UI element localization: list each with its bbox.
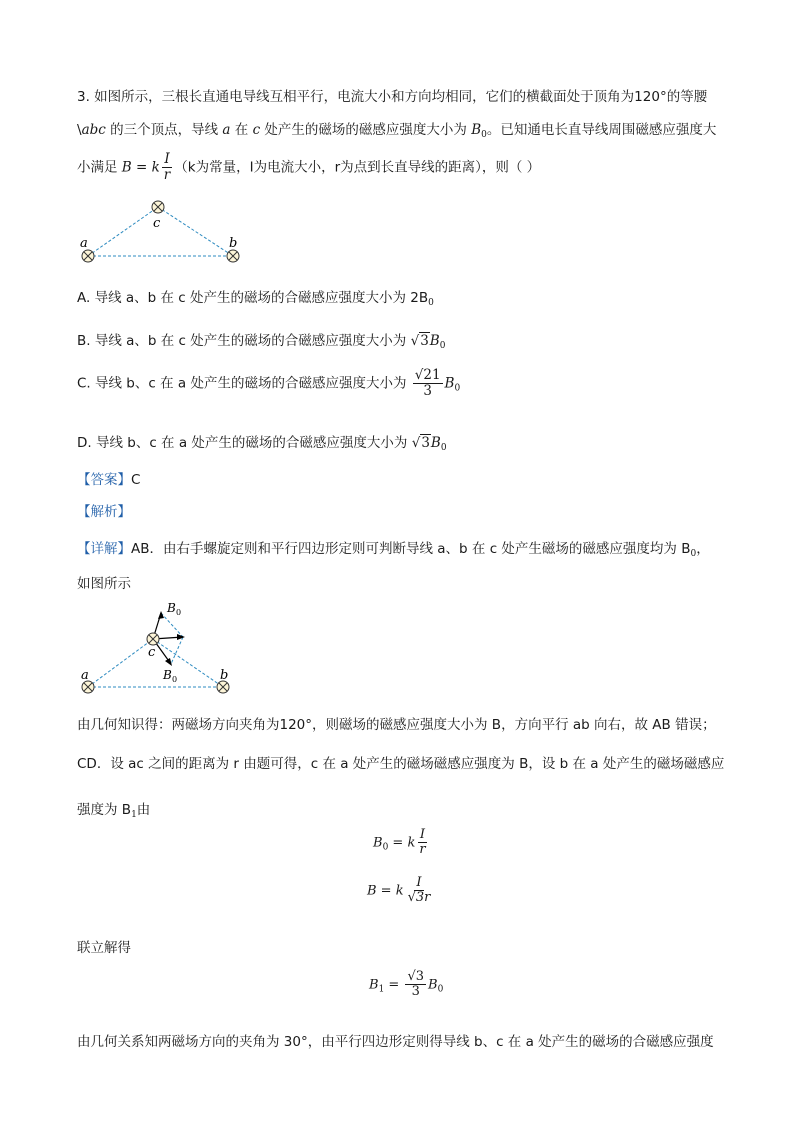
wire-b-icon	[227, 250, 239, 262]
label-a: a	[81, 668, 89, 683]
text: 处产生的磁场的磁感应强度大小为	[260, 122, 472, 138]
label-b: b	[220, 668, 229, 683]
text: 的三个顶点，导线	[105, 122, 223, 138]
option-c: C. 导线 b、c 在 a 处产生的磁场的合磁感应强度大小为 $\frac{√21}{3}$ $B_0$	[77, 367, 461, 399]
detail-line-1: 【详解】AB．由右手螺旋定则和平行四边形定则可判断导线 a、b 在 c 处产生磁场的磁感应强度均为 $B_0$，	[77, 541, 710, 559]
answer-label: 【答案】	[77, 472, 131, 488]
subscript: 0	[481, 130, 487, 140]
triangle-diagram-1	[75, 196, 255, 268]
label-b: b	[229, 236, 238, 251]
detail-last-line: 由几何关系知两磁场方向的夹角为 30°，由平行四边形定则得导线 b、c 在 a 处产生的磁场的合磁感应强度	[77, 1034, 714, 1050]
equation-B0: $B_0 = k$ $\frac{I}{r}$	[373, 827, 426, 858]
detail-line-5: 强度为 $B_1$由	[77, 802, 151, 820]
option-a: A. 导线 a、b 在 c 处产生的磁场的合磁感应强度大小为 $2B_0$	[77, 290, 434, 308]
option-b: B. 导线 a、b 在 c 处产生的磁场的合磁感应强度大小为 $√3B_0$	[77, 333, 446, 351]
triangle-abc: abc	[81, 122, 106, 138]
label-c: c	[153, 216, 161, 231]
question-line-1: 3. 如图所示，三根长直通电导线互相平行，电流大小和方向均相同，它们的横截面处于顶角为120°的等腰	[77, 89, 708, 105]
wire-c-icon	[147, 633, 159, 645]
label-B0-top-sub: 0	[176, 608, 182, 617]
text: 小满足	[77, 159, 122, 176]
text: 。已知通电长直导线周围磁感应强度大	[486, 122, 717, 138]
var-a: a	[222, 122, 231, 138]
label-c: c	[148, 645, 156, 660]
detail-line-3: 由几何知识得：两磁场方向夹角为120°，则磁场的磁感应强度大小为 B，方向平行 ab 向右，故 AB 错误；	[77, 717, 716, 733]
detail-line-4: CD．设 ac 之间的距离为 r 由题可得，c 在 a 处产生的磁场磁感应强度为 B，设 b 在 a 处产生的磁场磁感应	[77, 756, 725, 772]
answer-line	[77, 468, 140, 488]
detail-line-2: 如图所示	[77, 576, 131, 592]
var-c: c	[252, 122, 261, 138]
answer-value: C	[131, 472, 141, 488]
combine-line: 联立解得	[77, 940, 131, 956]
backslash-symbol: \	[77, 122, 82, 138]
label-a: a	[80, 236, 88, 251]
wire-c-icon	[152, 201, 164, 213]
wire-a-icon	[82, 250, 94, 262]
question-line-3	[77, 152, 540, 183]
equation-B1: $B_1$ = $\frac{√3}{3}$ $B_0$	[369, 969, 444, 1000]
triangle-diagram-2	[75, 597, 245, 697]
question-line-2	[77, 118, 716, 140]
formula-B-eq: B = k	[121, 159, 160, 176]
label-B0-bottom: B	[163, 668, 172, 682]
text: （k为常量，I为电流大小，r为点到长直导线的距离），则（ ）	[174, 159, 541, 176]
var-B: B	[471, 122, 482, 138]
label-B0-bottom-sub: 0	[172, 675, 178, 684]
equation-B: B = k $\frac{I}{√3r}$	[367, 875, 431, 906]
label-B0-top: B	[167, 601, 176, 615]
option-d: D. 导线 b、c 在 a 处产生的磁场的合磁感应强度大小为 $√3B_0$	[77, 435, 447, 453]
fraction-I-over-r: $\frac{I}{r}$	[163, 151, 171, 183]
text: 在	[230, 122, 253, 138]
analysis-label: 【解析】	[77, 504, 131, 520]
